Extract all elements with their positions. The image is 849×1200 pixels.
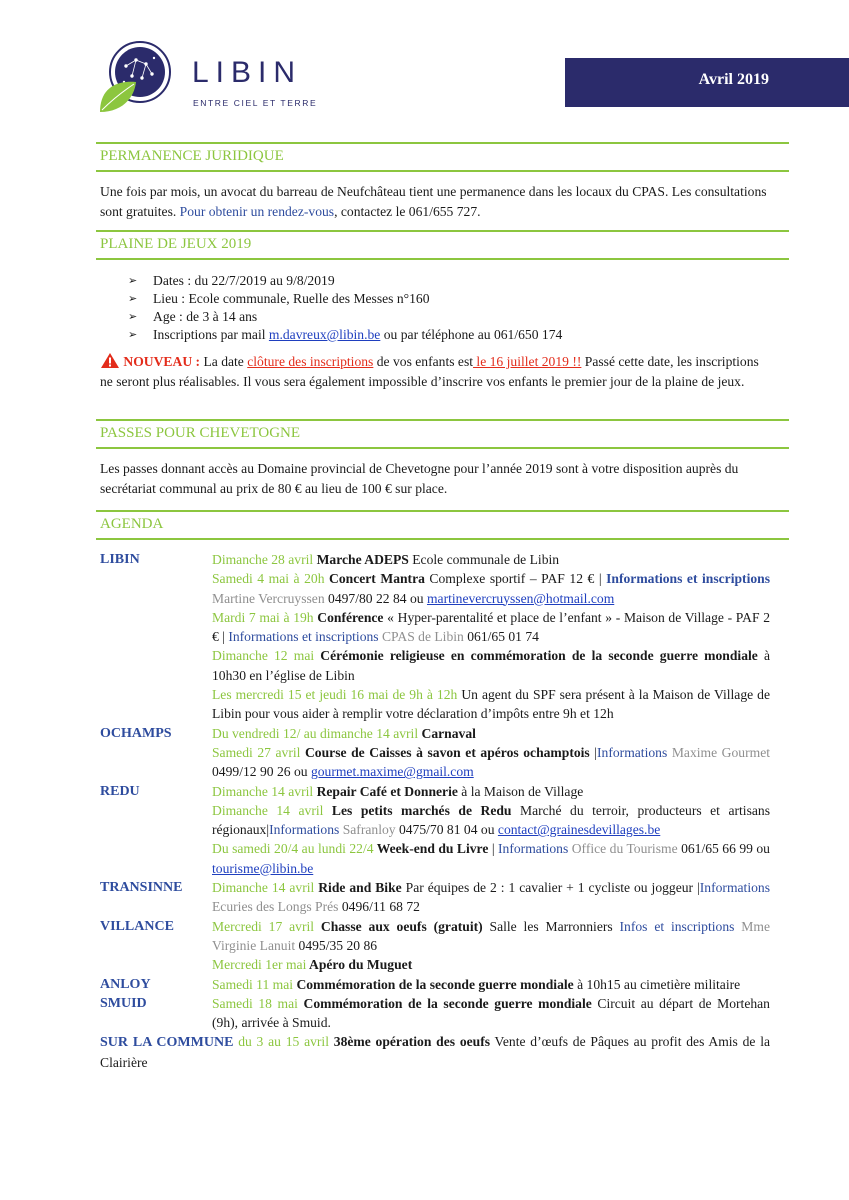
email-link[interactable]: m.davreux@libin.be xyxy=(268,327,381,342)
email-link[interactable]: tourisme@libin.be xyxy=(212,860,314,876)
agenda-item: VILLANCE Mercredi 17 avril Chasse aux oeufs (gratuit) Salle les Marronniers Infos et inscriptions Mme Virginie Lanuit 0495/35 20 86 Mercredi 1er mai Apéro du Muguet xyxy=(100,917,770,975)
list-item: ➢ Lieu : Ecole communale, Ruelle des Messes n°160 xyxy=(128,291,430,306)
place-ochamps: OCHAMPS xyxy=(100,725,172,741)
divider xyxy=(96,230,789,232)
email-link[interactable]: martinevercruyssen@hotmail.com xyxy=(426,590,615,606)
month-label: Avril 2019 xyxy=(698,71,769,88)
agenda-item: LIBIN Dimanche 28 avril Marche ADEPS Ecole communale de Libin Samedi 4 mai à 20h Concert Mantra Complexe sportif – PAF 12 € | Informations et inscriptions Martine Vercruyssen 0497/80 22 84 ou martinevercruyssen@hotmail.com Mardi 7 mai à 19h Conférence « Hyper-parentalité et place de l’enfant » - Maison de Village - PAF 2 € | Informations et inscriptions CPAS de Libin 061/65 01 74 Dimanche 12 mai Cérémonie religieuse en commémoration de la seconde guerre mondiale à 10h30 en l’église de Libin Les mercredi 15 et jeudi 16 mai de 9h à 12h Un agent du SPF sera présent à la Maison de Village de Libin pour vous aider à remplir votre déclaration d’impôts entre 9h et 12h xyxy=(100,550,770,724)
place-smuid: SMUID xyxy=(100,995,147,1011)
arrow-icon: ➢ xyxy=(128,311,138,323)
email-link[interactable]: contact@grainesdevillages.be xyxy=(497,822,661,838)
arrow-icon: ➢ xyxy=(128,293,138,305)
divider xyxy=(96,142,789,144)
arrow-icon: ➢ xyxy=(128,329,138,341)
divider xyxy=(96,170,789,172)
libin-logo-icon xyxy=(96,38,176,118)
agenda-item: SUR LA COMMUNE du 3 au 15 avril 38ème opération des oeufs Vente d’œufs de Pâques au profit des Amis de la Clairière xyxy=(100,1034,771,1070)
plaine-list xyxy=(128,272,562,344)
list-item: ➢ Inscriptions par mail m.davreux@libin.be ou par téléphone au 061/650 174 xyxy=(128,327,563,342)
place-anloy: ANLOY xyxy=(100,976,151,992)
email-link[interactable]: gourmet.maxime@gmail.com xyxy=(310,764,474,780)
agenda-item: OCHAMPS Du vendredi 12/ au dimanche 14 avril Carnaval Samedi 27 avril Course de Caisses à savon et apéros ochamptois |Informations Maxime Gourmet 0499/12 90 26 ou gourmet.maxime@gmail.com xyxy=(100,724,770,782)
section-title-chevetogne: PASSES POUR CHEVETOGNE xyxy=(100,425,301,441)
divider xyxy=(96,258,789,260)
divider xyxy=(96,447,789,449)
divider xyxy=(96,510,789,512)
brand-name: LIBIN xyxy=(192,56,303,89)
list-item: ➢ Dates : du 22/7/2019 au 9/8/2019 xyxy=(128,273,335,288)
list-item: ➢ Age : de 3 à 14 ans xyxy=(128,309,258,324)
nouveau-notice: NOUVEAU : La date clôture des inscriptions de vos enfants est le 16 juillet 2019 !! Passé cette date, les inscriptions ne seront plus réalisables. Il vous sera également impossible d’inscrire vos enfants le premier jour de la plaine de jeux. xyxy=(100,354,759,389)
rdv-text: Pour obtenir un rendez-vous xyxy=(179,204,335,219)
place-transinne: TRANSINNE xyxy=(100,880,183,896)
section-title-juridique: PERMANENCE JURIDIQUE xyxy=(100,148,284,164)
juridique-text: Une fois par mois, un avocat du barreau de Neufchâteau tient une permanence dans les locaux du CPAS. Les consultations sont gratuites. Pour obtenir un rendez-vous, contactez le 061/655 727. xyxy=(100,184,767,219)
agenda-item: TRANSINNE Dimanche 14 avril Ride and Bike Par équipes de 2 : 1 cavalier + 1 cycliste ou joggeur |Informations Ecuries des Longs Prés 0496/11 68 72 xyxy=(100,878,770,917)
place-libin: LIBIN xyxy=(100,552,140,567)
divider xyxy=(96,538,789,540)
agenda-list xyxy=(100,550,770,1072)
place-commune: SUR LA COMMUNE xyxy=(100,1035,234,1051)
section-title-agenda: AGENDA xyxy=(100,516,164,532)
month-banner xyxy=(565,58,849,107)
agenda-item: ANLOY Samedi 11 mai Commémoration de la seconde guerre mondiale à 10h15 au cimetière militaire xyxy=(100,975,770,994)
place-villance: VILLANCE xyxy=(100,918,174,934)
section-title-plaine: PLAINE DE JEUX 2019 xyxy=(100,236,252,252)
place-redu: REDU xyxy=(100,783,140,799)
chevetogne-text: Les passes donnant accès au Domaine provincial de Chevetogne pour l’année 2019 sont à votre disposition auprès du secrétariat communal au prix de 80 € au lieu de 100 € sur place. xyxy=(100,461,739,496)
agenda-item: REDU Dimanche 14 avril Repair Café et Donnerie à la Maison de Village Dimanche 14 avril Les petits marchés de Redu Marché du terroir, producteurs et artisans régionaux|Informations Safranloy 0475/70 81 04 ou contact@grainesdevillages.be Du samedi 20/4 au lundi 22/4 Week-end du Livre | Informations Office du Tourisme 061/65 66 99 ou tourisme@libin.be xyxy=(100,782,770,878)
divider xyxy=(96,419,789,421)
agenda-item: SMUID Samedi 18 mai Commémoration de la seconde guerre mondiale Circuit au départ de Mortehan (9h), arrivée à Smuid. xyxy=(100,994,770,1033)
warning-icon xyxy=(100,352,120,369)
arrow-icon: ➢ xyxy=(128,275,138,287)
brand-tagline: ENTRE CIEL ET TERRE xyxy=(193,98,318,108)
